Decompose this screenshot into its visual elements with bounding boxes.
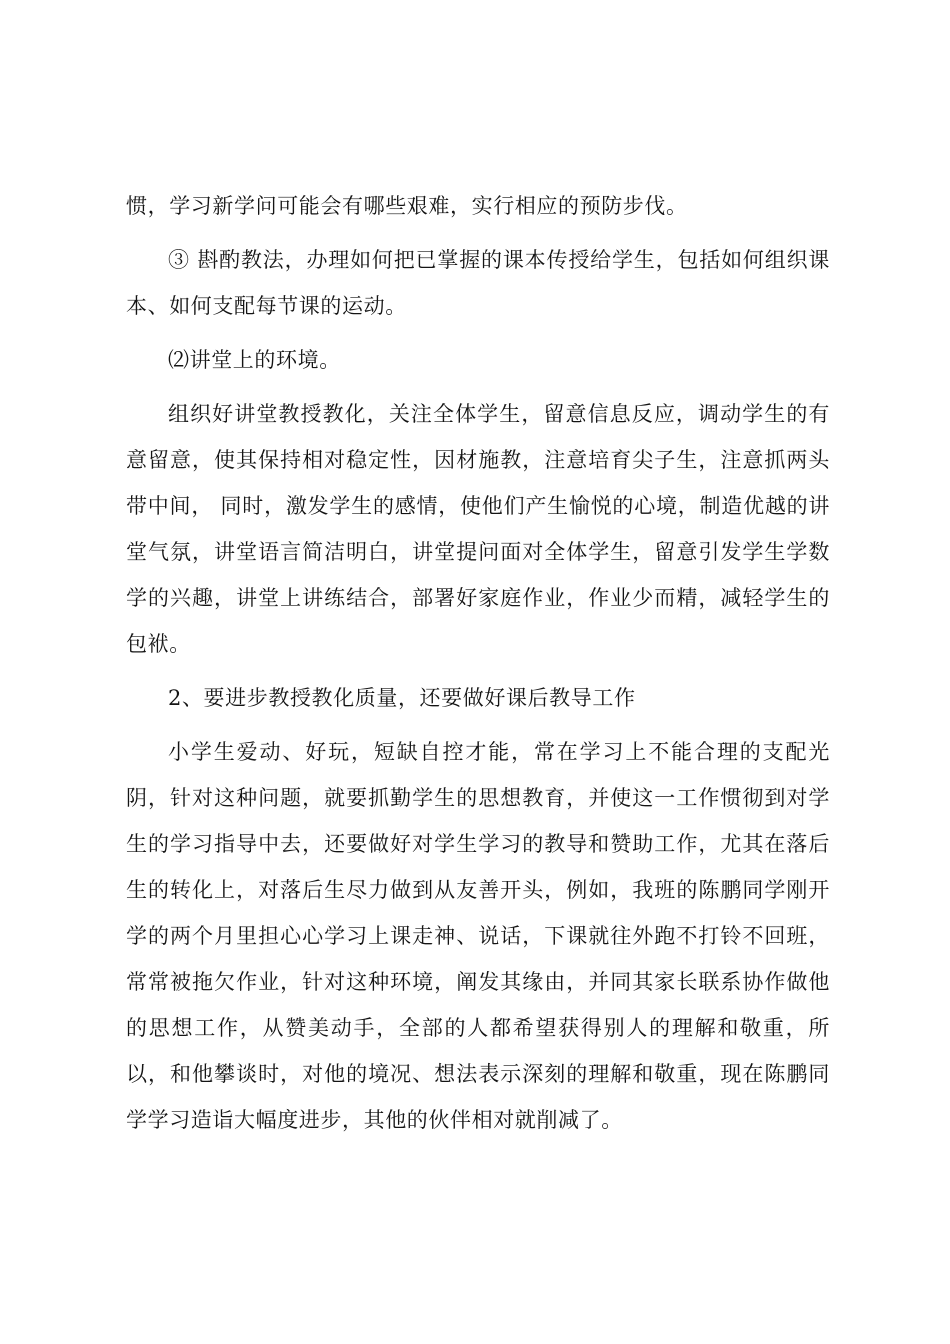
paragraph-continuation: 惯，学习新学问可能会有哪些艰难，实行相应的预防步伐。	[126, 194, 688, 218]
paragraph-teaching-method: ③ 斟酌教法，办理如何把已掌握的课本传授给学生，包括如何组织课本、如何支配每节课的运动。	[126, 248, 830, 318]
paragraph-after-class-guidance: 小学生爱动、好玩，短缺自控才能，常在学习上不能合理的支配光阴，针对这种问题，就要抓勤学生的思想教育，并使这一工作惯彻到对学生的学习指导中去，还要做好对学生学习的教导和赞助工作，尤其在落后生的转化上，对落后生尽力做到从友善开头，例如，我班的陈鹏同学刚开学的两个月里担心心学习上课走神、说话，下课就往外跑不打铃不回班，常常被拖欠作业，针对这种环境，阐发其缘由，并同其家长联系协作做他的思想工作，从赞美动手，全部的人都希望获得别人的理解和敬重，所以，和他攀谈时，对他的境况、想法表示深刻的理解和敬重，现在陈鹏同学学习造诣大幅度进步，其他的伙伴相对就削减了。	[126, 740, 830, 1132]
paragraph-classroom-organization: 组织好讲堂教授教化，关注全体学生，留意信息反应，调动学生的有意留意，使其保持相对稳定性，因材施教，注意培育尖子生，注意抓两头带中间， 同时，激发学生的感情，使他们产生愉悦的心境，制造优越的讲堂气氛，讲堂语言简洁明白，讲堂提问面对全体学生，留意引发学生学数学的兴趣，讲堂上讲练结合，部署好家庭作业，作业少而精，减轻学生的包袱。	[126, 402, 830, 656]
paragraph-heading-after-class: 2、要进步教授教化质量，还要做好课后教导工作	[168, 686, 636, 710]
paragraph-heading-classroom: ⑵讲堂上的环境。	[168, 348, 341, 372]
document-body	[126, 183, 830, 1151]
